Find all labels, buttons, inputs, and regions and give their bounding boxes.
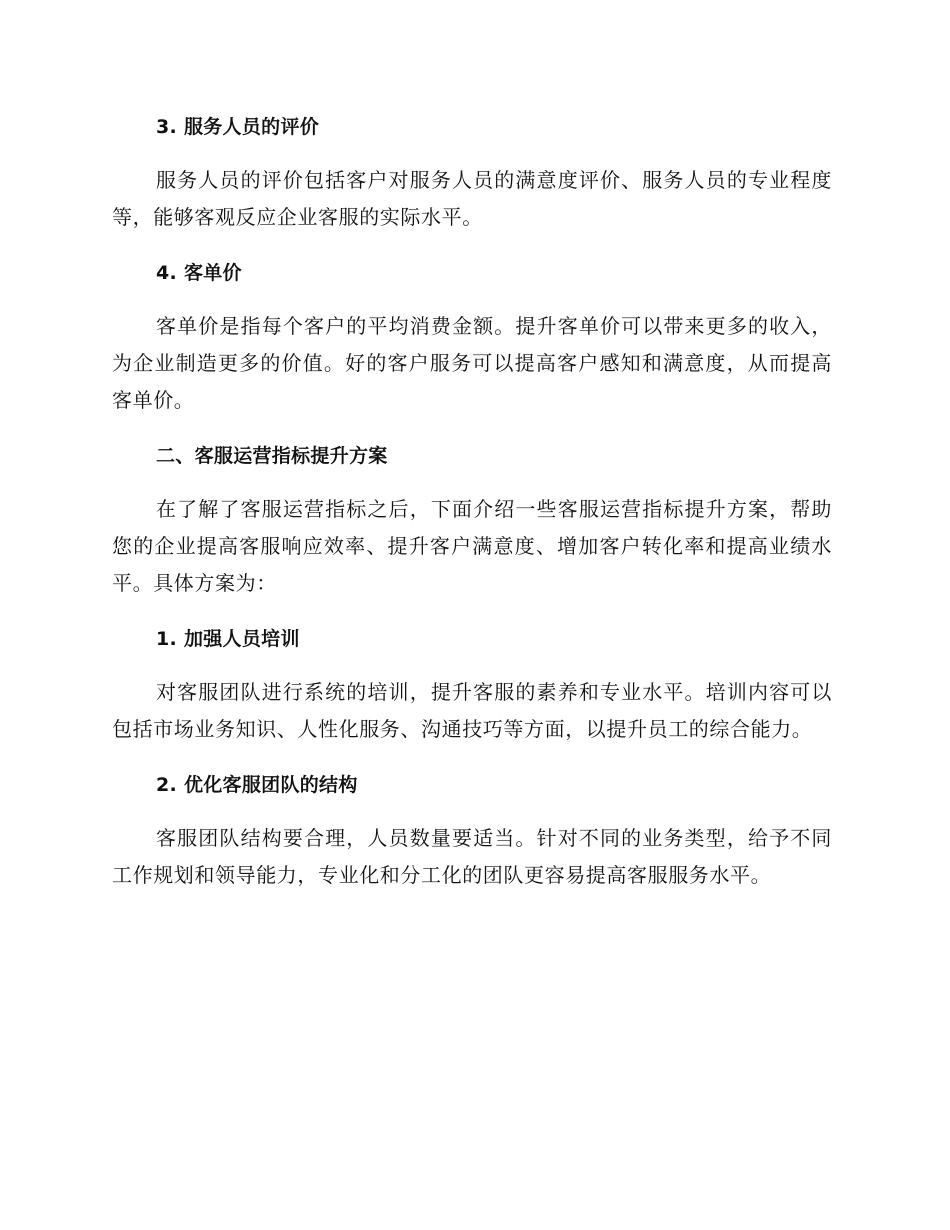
- section-heading-improvement-plan: 二、客服运营指标提升方案: [156, 445, 388, 467]
- section-heading-average-order-value: 4. 客单价: [156, 262, 242, 284]
- section-heading-staff-training: 1. 加强人员培训: [156, 628, 300, 650]
- paragraph-service-staff-evaluation: 服务人员的评价包括客户对服务人员的满意度评价、服务人员的专业程度等，能够客观反应企业客服的实际水平。: [112, 168, 832, 229]
- paragraph-improvement-plan: 在了解了客服运营指标之后，下面介绍一些客服运营指标提升方案，帮助您的企业提高客服响应效率、提升客户满意度、增加客户转化率和提高业绩水平。具体方案为：: [112, 497, 832, 595]
- paragraph-team-structure: 客服团队结构要合理，人员数量要适当。针对不同的业务类型，给予不同工作规划和领导能力，专业化和分工化的团队更容易提高客服服务水平。: [112, 826, 832, 887]
- paragraph-average-order-value: 客单价是指每个客户的平均消费金额。提升客单价可以带来更多的收入，为企业制造更多的价值。好的客户服务可以提高客户感知和满意度，从而提高客单价。: [112, 314, 832, 412]
- paragraph-staff-training: 对客服团队进行系统的培训，提升客服的素养和专业水平。培训内容可以包括市场业务知识、人性化服务、沟通技巧等方面，以提升员工的综合能力。: [112, 680, 832, 741]
- section-heading-service-staff-evaluation: 3. 服务人员的评价: [156, 116, 320, 138]
- document-body: [112, 108, 832, 912]
- section-heading-team-structure: 2. 优化客服团队的结构: [156, 774, 358, 796]
